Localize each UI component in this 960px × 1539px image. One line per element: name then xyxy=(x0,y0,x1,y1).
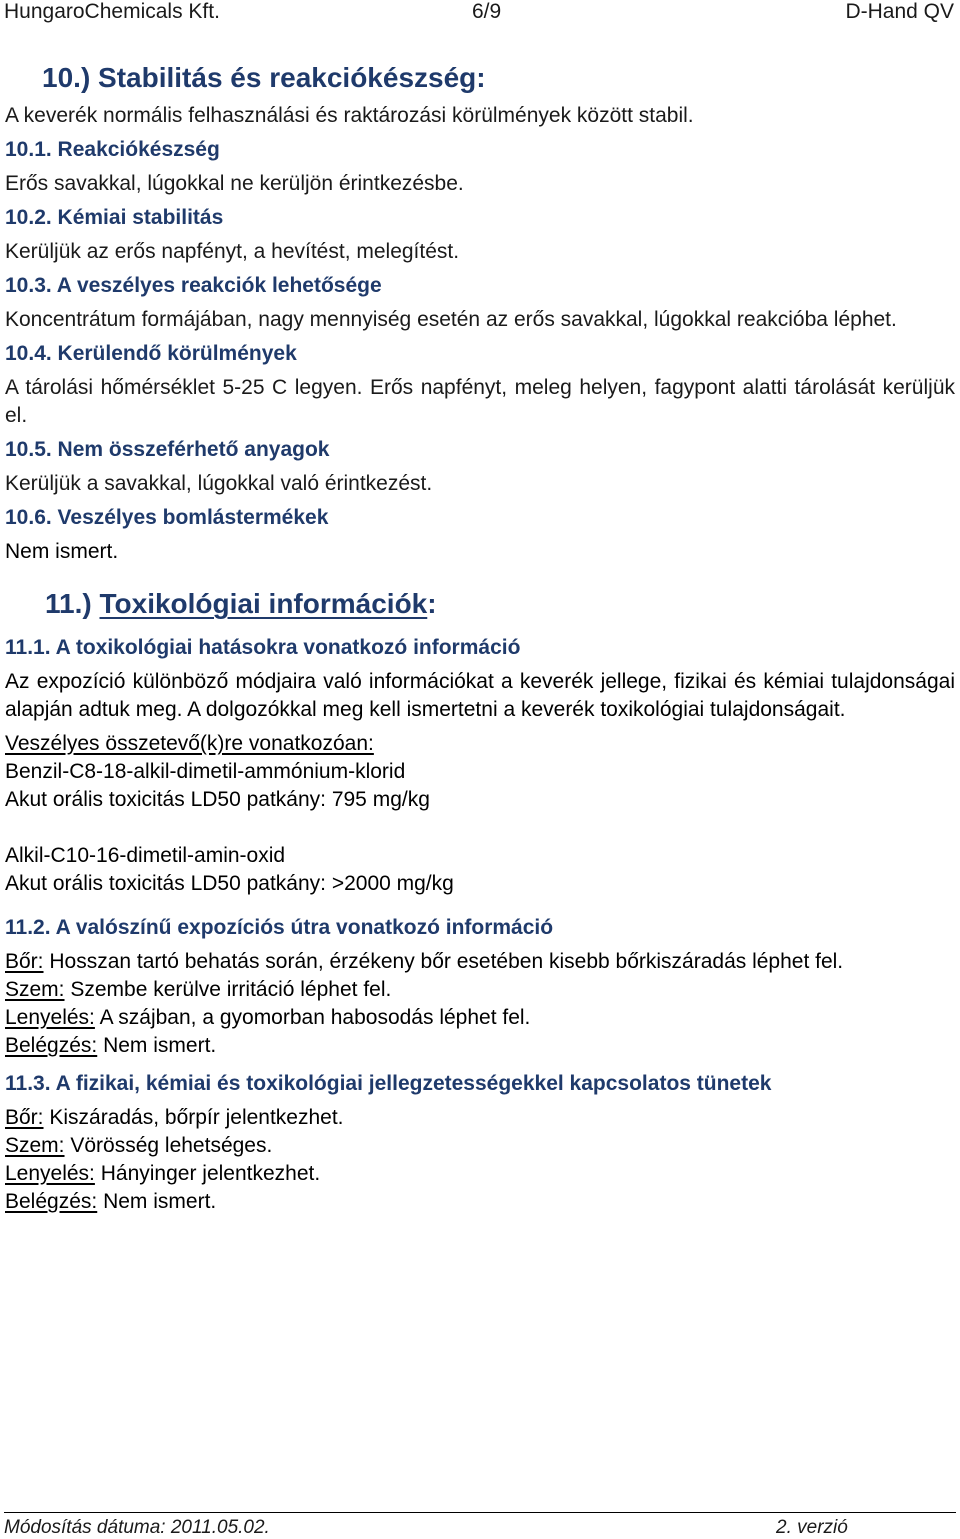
symptom-skin: Bőr: Kiszáradás, bőrpír jelentkezhet. xyxy=(5,1106,344,1129)
symptom-ingestion: Lenyelés: Hányinger jelentkezhet. xyxy=(5,1162,321,1185)
product-name: D-Hand QV xyxy=(845,0,954,23)
hazard-heading: Veszélyes összetevő(k)re vonatkozóan: xyxy=(5,732,374,755)
section-10-intro: A keverék normális felhasználási és raktározási körülmények között stabil. xyxy=(5,104,694,127)
subsection-10-1-title: 10.1. Reakciókészség xyxy=(5,138,220,161)
symptom-eye: Szem: Vörösség lehetséges. xyxy=(5,1134,273,1157)
subsection-11-1-text: Az expozíció különböző módjaira való információkat a keverék jellege, fizikai és kémiai tulajdonságai alapján adtuk meg. A dolgozókkal meg kell ismertetni a keverék toxikológiai tulajdonságait. xyxy=(5,670,955,721)
section-10-title: 10.) Stabilitás és reakciókészség: xyxy=(42,62,486,93)
subsection-10-4-text: A tárolási hőmérséklet 5-25 C legyen. Erős napfényt, meleg helyen, fagypont alatti tárolását kerüljük el. xyxy=(5,376,955,427)
component-1-toxicity: Akut orális toxicitás LD50 patkány: 795 mg/kg xyxy=(5,788,430,811)
subsection-10-3-text: Koncentrátum formájában, nagy mennyiség esetén az erős savakkal, lúgokkal reakcióba léphet. xyxy=(5,308,897,331)
subsection-10-4-title: 10.4. Kerülendő körülmények xyxy=(5,342,297,365)
component-2-toxicity: Akut orális toxicitás LD50 patkány: >2000 mg/kg xyxy=(5,872,454,895)
symptom-inhalation: Belégzés: Nem ismert. xyxy=(5,1190,217,1213)
subsection-10-3-title: 10.3. A veszélyes reakciók lehetősége xyxy=(5,274,382,297)
route-ingestion: Lenyelés: A szájban, a gyomorban habosodás léphet fel. xyxy=(5,1006,531,1029)
page-header xyxy=(4,0,956,28)
subsection-10-2-title: 10.2. Kémiai stabilitás xyxy=(5,206,224,229)
document-body xyxy=(5,58,955,1216)
subsection-10-5-text: Kerüljük a savakkal, lúgokkal való érintkezést. xyxy=(5,472,433,495)
modification-date: Módosítás dátuma: 2011.05.02. xyxy=(4,1517,270,1538)
page-footer xyxy=(4,1512,956,1538)
page-number: 6/9 xyxy=(472,0,502,23)
subsection-11-2-title: 11.2. A valószínű expozíciós útra vonatkozó információ xyxy=(5,916,554,939)
component-1-name: Benzil-C8-18-alkil-dimetil-ammónium-klorid xyxy=(5,760,406,783)
subsection-11-1-title: 11.1. A toxikológiai hatásokra vonatkozó információ xyxy=(5,636,521,659)
route-skin: Bőr: Hosszan tartó behatás során, érzékeny bőr esetében kisebb bőrkiszáradás léphet fel. xyxy=(5,950,844,973)
component-2-name: Alkil-C10-16-dimetil-amin-oxid xyxy=(5,844,286,867)
subsection-10-1-text: Erős savakkal, lúgokkal ne kerüljön érintkezésbe. xyxy=(5,172,464,195)
subsection-10-5-title: 10.5. Nem összeférhető anyagok xyxy=(5,438,330,461)
subsection-10-2-text: Kerüljük az erős napfényt, a hevítést, melegítést. xyxy=(5,240,460,263)
subsection-11-3-title: 11.3. A fizikai, kémiai és toxikológiai jellegzetességekkel kapcsolatos tünetek xyxy=(5,1072,772,1095)
version: 2. verzió xyxy=(776,1517,848,1538)
company-name: HungaroChemicals Kft. xyxy=(4,0,220,23)
route-inhalation: Belégzés: Nem ismert. xyxy=(5,1034,217,1057)
subsection-10-6-title: 10.6. Veszélyes bomlástermékek xyxy=(5,506,329,529)
route-eye: Szem: Szembe kerülve irritáció léphet fel. xyxy=(5,978,392,1001)
subsection-10-6-text: Nem ismert. xyxy=(5,540,119,563)
section-11-title: 11.) Toxikológiai információk: xyxy=(45,588,437,619)
